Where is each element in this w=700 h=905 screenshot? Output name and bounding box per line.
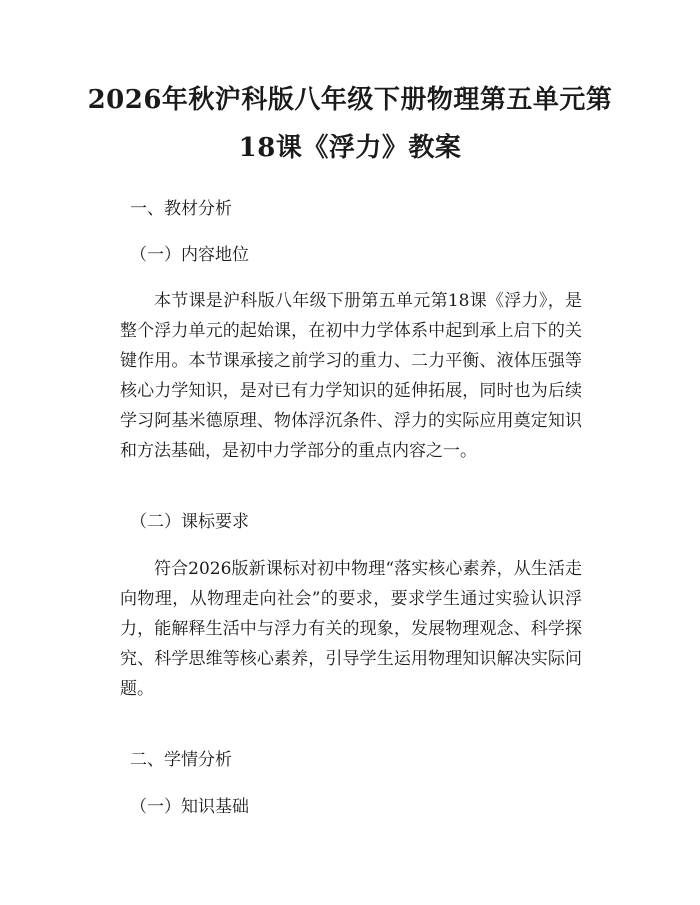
section-heading-learner-analysis: 二、学情分析 (130, 750, 232, 770)
paragraph-content-position (120, 286, 582, 466)
document-title-line-1: 2026年秋沪科版八年级下册物理第五单元第 (87, 85, 613, 115)
subsection-heading-curriculum-requirements: （二）课标要求 (130, 512, 249, 532)
paragraph-text: 符合2026版新课标对初中物理“落实核心素养，从生活走向物理，从物理走向社会”的要求，要求学生通过实验认识浮力，能解释生活中与浮力有关的现象，发展物理观念、科学探究、科学思维等核心素养，引导学生运用物理知识解决实际问题。 (120, 559, 582, 699)
subsection-heading-knowledge-base: （一）知识基础 (130, 797, 249, 817)
section-heading-textbook-analysis: 一、教材分析 (130, 199, 232, 219)
paragraph-curriculum-requirements (120, 554, 582, 704)
subsection-heading-content-position: （一）内容地位 (130, 245, 249, 265)
paragraph-text: 本节课是沪科版八年级下册第五单元第18课《浮力》，是整个浮力单元的起始课，在初中力学体系中起到承上启下的关键作用。本节课承接之前学习的重力、二力平衡、液体压强等核心力学知识，是对已有力学知识的延伸拓展，同时也为后续学习阿基米德原理、物体浮沉条件、浮力的实际应用奠定知识和方法基础，是初中力学部分的重点内容之一。 (120, 291, 582, 461)
document-title-line-2: 18课《浮力》教案 (238, 133, 462, 163)
